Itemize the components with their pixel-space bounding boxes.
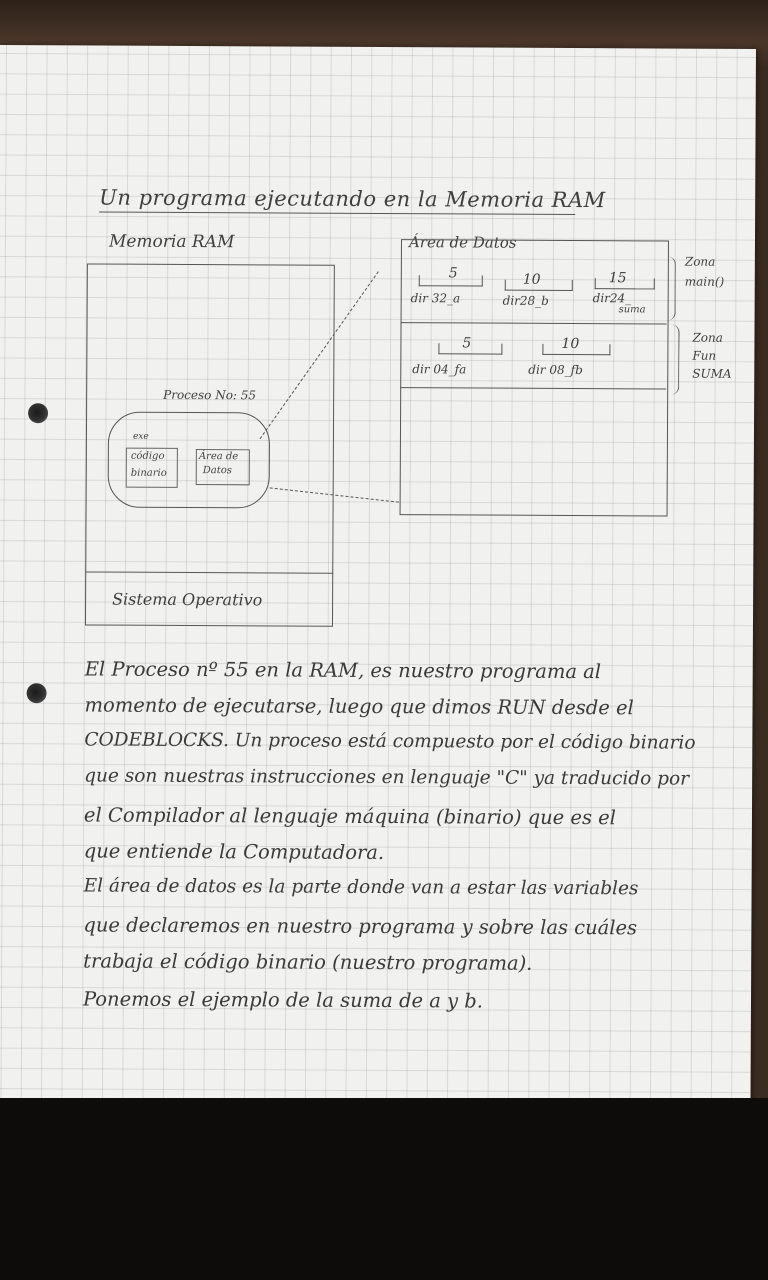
- exe-label: exe: [132, 431, 149, 442]
- paragraph-line: que declaremos en nuestro programa y sobre las cuáles: [83, 913, 638, 940]
- proceso-label: Proceso No: 55: [163, 387, 257, 403]
- paragraph-line: el Compilador al lenguaje máquina (binario) que es el: [83, 803, 617, 830]
- var-a-value: 5: [448, 265, 458, 282]
- area-box-line2: Datos: [202, 465, 232, 477]
- param-fa-cell: [438, 343, 502, 354]
- notebook-page: [0, 45, 756, 1109]
- paragraph-line: trabaja el código binario (nuestro programa).: [83, 949, 533, 975]
- paragraph-line: CODEBLOCKS. Un proceso está compuesto por el código binario: [84, 729, 696, 754]
- param-fb-value: 10: [561, 335, 580, 353]
- zone-main-label-2: main(): [684, 274, 725, 289]
- zone-main-brace: [667, 256, 676, 320]
- punch-hole-2: [27, 683, 47, 703]
- var-b-cell: [505, 280, 573, 291]
- paragraph-line: El Proceso nº 55 en la RAM, es nuestro programa al: [84, 657, 602, 684]
- paragraph-line: que son nuestras instrucciones en lenguaje "C" ya traducido por: [84, 765, 690, 790]
- dark-background: [0, 1098, 768, 1280]
- page-title: Un programa ejecutando en la Memoria RAM: [99, 186, 575, 215]
- param-fa-value: 5: [462, 335, 472, 352]
- param-fa-address: dir 04_fa: [412, 362, 467, 377]
- paragraph-line: que entiende la Computadora.: [83, 839, 385, 865]
- zone-fun-label-1: Zona: [692, 330, 723, 345]
- param-fb-cell: [542, 344, 610, 355]
- var-a-cell: [419, 275, 483, 286]
- area-datos-label: Área de Datos: [408, 233, 517, 252]
- zone-fun-label-2: Fun: [692, 348, 717, 363]
- zone-main-label-1: Zona: [684, 254, 716, 269]
- var-suma-address: dir24_: [592, 291, 632, 306]
- var-suma-value: 15: [608, 270, 627, 287]
- punch-hole-1: [28, 403, 48, 423]
- param-fb-address: dir 08_fb: [528, 362, 583, 378]
- var-a-address: dir 32_a: [410, 291, 461, 306]
- var-b-value: 10: [522, 271, 541, 288]
- memoria-ram-label: Memoria RAM: [108, 231, 235, 253]
- sistema-operativo-label: Sistema Operativo: [112, 589, 263, 610]
- var-suma-cell: [595, 278, 655, 289]
- codigo-label-line1: código: [130, 450, 165, 462]
- zone-fun-label-3: SUMA: [692, 366, 732, 381]
- codigo-label-line2: binario: [130, 467, 167, 479]
- paragraph-line: momento de ejecutarse, luego que dimos RUN desde el: [84, 693, 634, 720]
- var-suma-label: suma: [618, 304, 646, 316]
- zone-fun-brace: [670, 325, 679, 395]
- area-box-line1: Área de: [198, 451, 239, 463]
- var-b-address: dir28_b: [502, 293, 549, 308]
- paragraph-line: El área de datos es la parte donde van a estar las variables: [83, 875, 639, 900]
- paragraph-line: Ponemos el ejemplo de la suma de a y b.: [82, 987, 484, 1013]
